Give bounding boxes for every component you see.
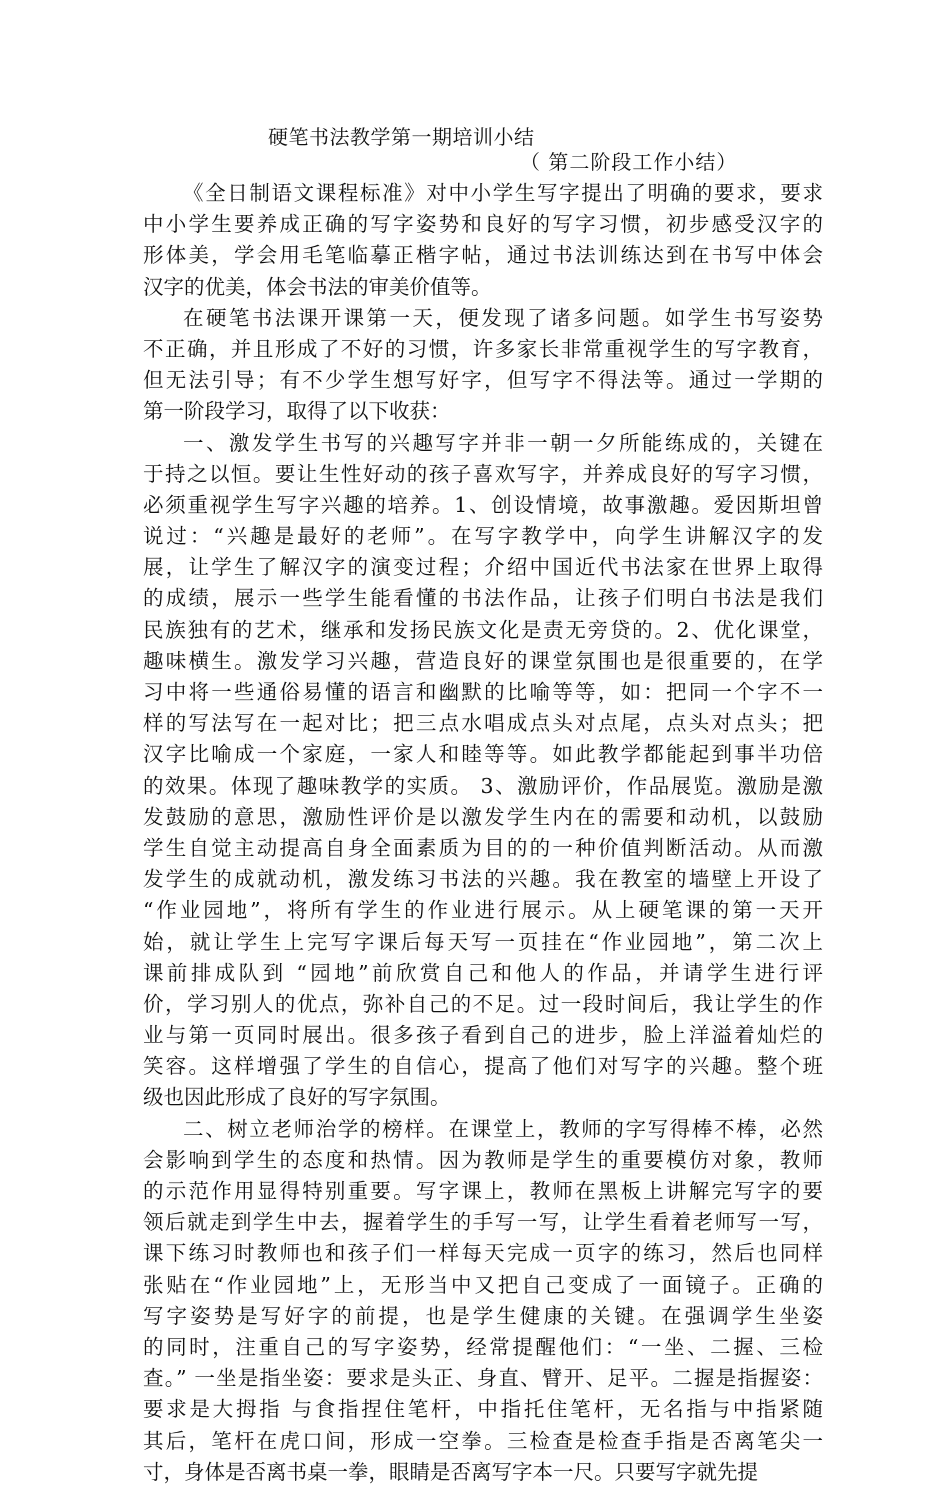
text-line: 在硬笔书法课开课第一天，便发现了诸多问题。如学生书写姿势 — [183, 305, 823, 330]
text-line: 的同时，注重自己的写字姿势，经常提醒他们：“一坐、二握、三检 — [143, 1334, 823, 1359]
document-subtitle: （ 第二阶段工作小结） — [520, 150, 738, 174]
text-line: 价，学习别人的优点，弥补自己的不足。过一段时间后，我让学生的作 — [143, 991, 823, 1016]
text-line: 写字姿势是写好字的前提，也是学生健康的关键。在强调学生坐姿 — [143, 1303, 823, 1328]
text-line: 领后就走到学生中去，握着学生的手写一写，让学生看着老师写一写， — [143, 1210, 823, 1235]
text-line: 张贴在“作业园地”上，无形当中又把自己变成了一面镜子。正确的 — [143, 1272, 823, 1297]
document-title: 硬笔书法教学第一期培训小结 — [268, 125, 535, 149]
text-line: 趣味横生。激发学习兴趣，营造良好的课堂氛围也是很重要的，在学 — [143, 648, 823, 673]
text-line: 笑容。这样增强了学生的自信心，提高了他们对写字的兴趣。整个班 — [143, 1054, 823, 1079]
text-line: 发鼓励的意思，激励性评价是以激发学生内在的需要和动机，以鼓励 — [143, 804, 823, 829]
text-line: 课前排成队到 “园地”前欣赏自己和他人的作品，并请学生进行评 — [143, 960, 823, 985]
text-line: 第一阶段学习，取得了以下收获： — [143, 399, 451, 424]
paragraph — [143, 428, 823, 1114]
text-line: 查。” 一坐是指坐姿：要求是头正、身直、臂开、足平。二握是指握姿： — [143, 1366, 823, 1391]
text-line: 展，让学生了解汉字的演变过程；介绍中国近代书法家在世界上取得 — [143, 555, 823, 580]
text-line: 形体美，学会用毛笔临摹正楷字帖，通过书法训练达到在书写中体会 — [143, 243, 823, 268]
text-line: 中小学生要养成正确的写字姿势和良好的写字习惯，初步感受汉字的 — [143, 212, 823, 237]
text-line: “作业园地”，将所有学生的作业进行展示。从上硬笔课的第一天开 — [143, 898, 823, 923]
text-line: 说过：“兴趣是最好的老师”。在写字教学中，向学生讲解汉字的发 — [143, 524, 823, 549]
text-line: 《全日制语文课程标准》对中小学生写字提出了明确的要求，要求 — [183, 181, 823, 205]
text-line: 但无法引导；有不少学生想写好字，但写字不得法等。通过一学期的 — [143, 368, 823, 393]
text-line: 一、激发学生书写的兴趣写字并非一朝一夕所能练成的，关键在 — [183, 430, 823, 455]
text-line: 会影响到学生的态度和热情。因为教师是学生的重要模仿对象，教师 — [143, 1147, 823, 1172]
text-line: 其后，笔杆在虎口间，形成一空拳。三检查是检查手指是否离笔尖一 — [143, 1428, 823, 1453]
text-line: 民族独有的艺术，继承和发扬民族文化是责无旁贷的。2、优化课堂， — [143, 617, 823, 642]
text-line: 样的写法写在一起对比；把三点水唱成点头对点尾，点头对点头；把 — [143, 711, 823, 736]
text-line: 二、树立老师治学的榜样。在课堂上，教师的字写得棒不棒，必然 — [183, 1116, 823, 1141]
text-line: 必须重视学生写字兴趣的培养。1、创设情境，故事激趣。爱因斯坦曾 — [143, 492, 823, 517]
text-line: 不正确，并且形成了不好的习惯，许多家长非常重视学生的写字教育， — [143, 336, 823, 361]
paragraph — [143, 178, 823, 303]
paragraph — [143, 303, 823, 428]
text-line: 汉字的优美，体会书法的审美价值等。 — [143, 274, 492, 299]
document-body — [143, 178, 823, 1488]
text-line: 寸，身体是否离书桌一拳，眼睛是否离写字本一尺。只要写字就先提 — [143, 1459, 758, 1484]
text-line: 要求是大拇指 与食指捏住笔杆，中指托住笔杆，无名指与中指紧随 — [143, 1397, 823, 1422]
paragraph — [143, 1114, 823, 1488]
text-line: 的效果。体现了趣味教学的实质。 3、激励评价，作品展览。激励是激 — [143, 773, 823, 798]
text-line: 学生自觉主动提高自身全面素质为目的的一种价值判断活动。从而激 — [143, 835, 823, 860]
text-line: 始，就让学生上完写字课后每天写一页挂在“作业园地”，第二次上 — [143, 929, 823, 954]
text-line: 的示范作用显得特别重要。写字课上，教师在黑板上讲解完写字的要 — [143, 1179, 823, 1203]
text-line: 于持之以恒。要让生性好动的孩子喜欢写字，并养成良好的写字习惯， — [143, 461, 823, 486]
text-line: 业与第一页同时展出。很多孩子看到自己的进步，脸上洋溢着灿烂的 — [143, 1023, 823, 1048]
text-line: 习中将一些通俗易懂的语言和幽默的比喻等等，如：把同一个字不一 — [143, 680, 823, 704]
text-line: 发学生的成就动机，激发练习书法的兴趣。我在教室的墙壁上开设了 — [143, 867, 823, 892]
text-line: 课下练习时教师也和孩子们一样每天完成一页字的练习，然后也同样 — [143, 1241, 823, 1266]
text-line: 汉字比喻成一个家庭，一家人和睦等等。如此教学都能起到事半功倍 — [143, 742, 823, 767]
text-line: 级也因此形成了良好的写字氛围。 — [143, 1085, 451, 1110]
text-line: 的成绩，展示一些学生能看懂的书法作品，让孩子们明白书法是我们 — [143, 586, 823, 611]
